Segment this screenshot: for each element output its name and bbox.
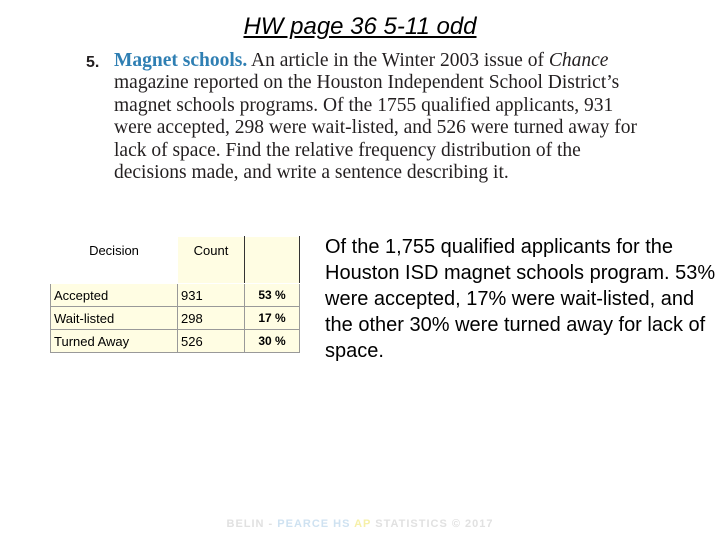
row-decision: Turned Away xyxy=(51,330,178,353)
slide-title: HW page 36 5-11 odd xyxy=(243,13,477,40)
table-row xyxy=(51,307,300,330)
row-percent: 30 % xyxy=(245,330,300,353)
row-decision: Wait-listed xyxy=(51,307,178,330)
table-row xyxy=(51,330,300,353)
footer-part-2: PEARCE HS xyxy=(277,518,351,530)
problem-heading: Magnet schools. xyxy=(114,50,248,71)
frequency-table xyxy=(50,236,300,353)
header-count: Count xyxy=(178,237,245,284)
footer-part-1: BELIN - xyxy=(226,518,278,530)
problem-body xyxy=(114,50,646,184)
footer-part-4: STATISTICS © 2017 xyxy=(375,518,494,530)
problem-text-1: An article in the Winter 2003 issue of xyxy=(247,50,549,71)
header-percent-blank xyxy=(245,237,300,284)
table-row xyxy=(51,284,300,307)
row-percent: 17 % xyxy=(245,307,300,330)
footer-part-3: AP xyxy=(350,518,376,530)
problem-number: 5. xyxy=(86,54,100,71)
problem-statement xyxy=(86,50,646,184)
row-count: 298 xyxy=(178,307,245,330)
table-header-row xyxy=(51,237,300,284)
problem-text-2: magazine reported on the Houston Independent School District’s magnet schools programs. Of the 1755 qualified applicants, 931 were accepted, 298 were wait-listed, and 526 were turned away for lack of space. Find the relative frequency distribution of the decisions made, and write a sentence describing it. xyxy=(114,72,638,184)
row-decision: Accepted xyxy=(51,284,178,307)
header-decision: Decision xyxy=(51,237,178,284)
row-count: 526 xyxy=(178,330,245,353)
row-count: 931 xyxy=(178,284,245,307)
answer-text: Of the 1,755 qualified applicants for the Houston ISD magnet schools program. 53% were accepted, 17% were wait-listed, and the other 30% were turned away for lack of space. xyxy=(325,236,716,362)
row-percent: 53 % xyxy=(245,284,300,307)
problem-italic-source: Chance xyxy=(548,50,609,71)
footer xyxy=(0,518,720,530)
